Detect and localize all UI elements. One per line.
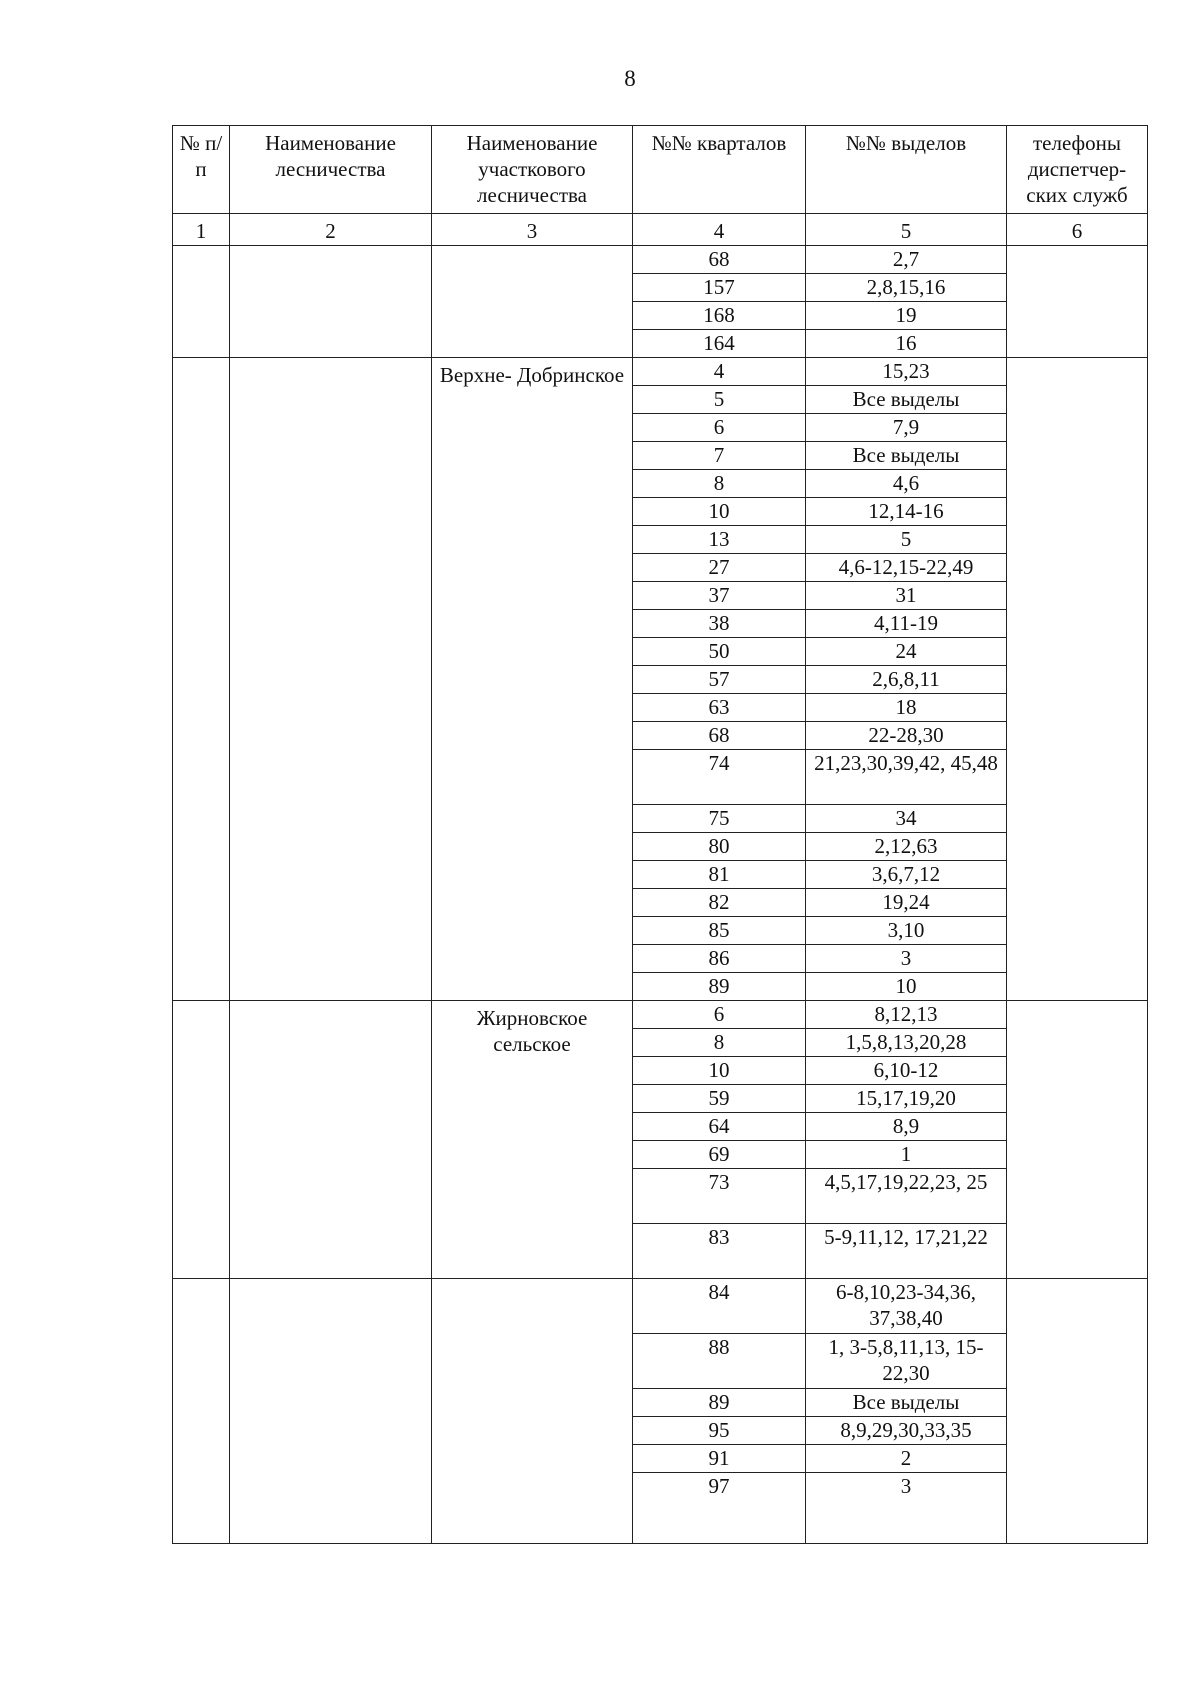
- plots-cell: 4,5,17,19,22,23, 25: [806, 1169, 1007, 1224]
- plots-cell: 5-9,11,12, 17,21,22: [806, 1224, 1007, 1279]
- quarter-cell: 10: [633, 1057, 806, 1085]
- plots-cell: 4,11-19: [806, 610, 1007, 638]
- table-body: [173, 246, 1148, 1544]
- quarter-cell: 89: [633, 1389, 806, 1417]
- row-number-cell: [173, 1001, 230, 1279]
- plots-cell: 18: [806, 694, 1007, 722]
- plots-cell: 24: [806, 638, 1007, 666]
- plots-cell: 4,6: [806, 470, 1007, 498]
- plots-cell: Все выделы: [806, 386, 1007, 414]
- column-number-row: [173, 214, 1148, 246]
- plots-cell: 6,10-12: [806, 1057, 1007, 1085]
- plots-cell: 7,9: [806, 414, 1007, 442]
- header-subdistrict: Наименование участкового лесничества: [432, 126, 633, 214]
- quarter-cell: 63: [633, 694, 806, 722]
- header-forestry: Наименование лесничества: [230, 126, 432, 214]
- quarter-cell: 68: [633, 246, 806, 274]
- quarter-cell: 8: [633, 470, 806, 498]
- quarter-cell: 157: [633, 274, 806, 302]
- quarter-cell: 5: [633, 386, 806, 414]
- quarter-cell: 6: [633, 414, 806, 442]
- plots-cell: 8,9: [806, 1113, 1007, 1141]
- quarter-cell: 91: [633, 1445, 806, 1473]
- subdistrict-cell: Верхне- Добринское: [432, 358, 633, 1001]
- column-number: 3: [432, 214, 633, 246]
- plots-cell: 3: [806, 945, 1007, 973]
- plots-cell: 22-28,30: [806, 722, 1007, 750]
- phone-cell: [1007, 358, 1148, 1001]
- quarter-cell: 83: [633, 1224, 806, 1279]
- quarter-cell: 74: [633, 750, 806, 805]
- plots-cell: 4,6-12,15-22,49: [806, 554, 1007, 582]
- header-quarters: №№ кварталов: [633, 126, 806, 214]
- plots-cell: 2: [806, 1445, 1007, 1473]
- column-number: 6: [1007, 214, 1148, 246]
- phone-cell: [1007, 1279, 1148, 1544]
- quarter-cell: 64: [633, 1113, 806, 1141]
- quarter-cell: 97: [633, 1473, 806, 1544]
- quarter-cell: 168: [633, 302, 806, 330]
- row-number-cell: [173, 1279, 230, 1544]
- quarter-cell: 27: [633, 554, 806, 582]
- quarter-cell: 6: [633, 1001, 806, 1029]
- plots-cell: 34: [806, 805, 1007, 833]
- plots-cell: 2,7: [806, 246, 1007, 274]
- plots-cell: 1, 3-5,8,11,13, 15-22,30: [806, 1334, 1007, 1389]
- plots-cell: 21,23,30,39,42, 45,48: [806, 750, 1007, 805]
- phone-cell: [1007, 1001, 1148, 1279]
- plots-cell: Все выделы: [806, 1389, 1007, 1417]
- quarter-cell: 4: [633, 358, 806, 386]
- plots-cell: 3,10: [806, 917, 1007, 945]
- plots-cell: 15,23: [806, 358, 1007, 386]
- forest-plots-table: [172, 125, 1148, 1544]
- plots-cell: 19: [806, 302, 1007, 330]
- plots-cell: 31: [806, 582, 1007, 610]
- header-phones: телефоны диспетчер- ских служб: [1007, 126, 1148, 214]
- quarter-cell: 73: [633, 1169, 806, 1224]
- quarter-cell: 13: [633, 526, 806, 554]
- quarter-cell: 50: [633, 638, 806, 666]
- plots-cell: 2,12,63: [806, 833, 1007, 861]
- quarter-cell: 95: [633, 1417, 806, 1445]
- plots-cell: 8,9,29,30,33,35: [806, 1417, 1007, 1445]
- row-number-cell: [173, 246, 230, 358]
- header-number: № п/п: [173, 126, 230, 214]
- quarter-cell: 7: [633, 442, 806, 470]
- quarter-cell: 80: [633, 833, 806, 861]
- plots-cell: 15,17,19,20: [806, 1085, 1007, 1113]
- quarter-cell: 69: [633, 1141, 806, 1169]
- quarter-cell: 37: [633, 582, 806, 610]
- plots-cell: 3: [806, 1473, 1007, 1544]
- plots-cell: 6-8,10,23-34,36, 37,38,40: [806, 1279, 1007, 1334]
- plots-cell: 19,24: [806, 889, 1007, 917]
- plots-cell: 2,8,15,16: [806, 274, 1007, 302]
- forestry-cell: [230, 358, 432, 1001]
- page-number: 8: [624, 66, 636, 91]
- subdistrict-cell: [432, 246, 633, 358]
- row-number-cell: [173, 358, 230, 1001]
- plots-cell: 1: [806, 1141, 1007, 1169]
- plots-cell: 1,5,8,13,20,28: [806, 1029, 1007, 1057]
- column-number: 5: [806, 214, 1007, 246]
- column-number: 2: [230, 214, 432, 246]
- plots-cell: 12,14-16: [806, 498, 1007, 526]
- table-row: [173, 1279, 1148, 1334]
- quarter-cell: 82: [633, 889, 806, 917]
- quarter-cell: 75: [633, 805, 806, 833]
- plots-cell: Все выделы: [806, 442, 1007, 470]
- header-row: [173, 126, 1148, 214]
- plots-cell: 10: [806, 973, 1007, 1001]
- table-row: [173, 358, 1148, 386]
- quarter-cell: 85: [633, 917, 806, 945]
- quarter-cell: 68: [633, 722, 806, 750]
- plots-cell: 5: [806, 526, 1007, 554]
- quarter-cell: 10: [633, 498, 806, 526]
- forestry-cell: [230, 1279, 432, 1544]
- quarter-cell: 81: [633, 861, 806, 889]
- plots-cell: 2,6,8,11: [806, 666, 1007, 694]
- phone-cell: [1007, 246, 1148, 358]
- quarter-cell: 59: [633, 1085, 806, 1113]
- forestry-cell: [230, 1001, 432, 1279]
- plots-cell: 8,12,13: [806, 1001, 1007, 1029]
- table-row: [173, 246, 1148, 274]
- column-number: 1: [173, 214, 230, 246]
- quarter-cell: 88: [633, 1334, 806, 1389]
- quarter-cell: 164: [633, 330, 806, 358]
- plots-cell: 3,6,7,12: [806, 861, 1007, 889]
- quarter-cell: 57: [633, 666, 806, 694]
- quarter-cell: 38: [633, 610, 806, 638]
- column-number: 4: [633, 214, 806, 246]
- quarter-cell: 86: [633, 945, 806, 973]
- quarter-cell: 89: [633, 973, 806, 1001]
- quarter-cell: 8: [633, 1029, 806, 1057]
- table-row: [173, 1001, 1148, 1029]
- forestry-cell: [230, 246, 432, 358]
- subdistrict-cell: Жирновское сельское: [432, 1001, 633, 1279]
- plots-cell: 16: [806, 330, 1007, 358]
- subdistrict-cell: [432, 1279, 633, 1544]
- header-plots: №№ выделов: [806, 126, 1007, 214]
- quarter-cell: 84: [633, 1279, 806, 1334]
